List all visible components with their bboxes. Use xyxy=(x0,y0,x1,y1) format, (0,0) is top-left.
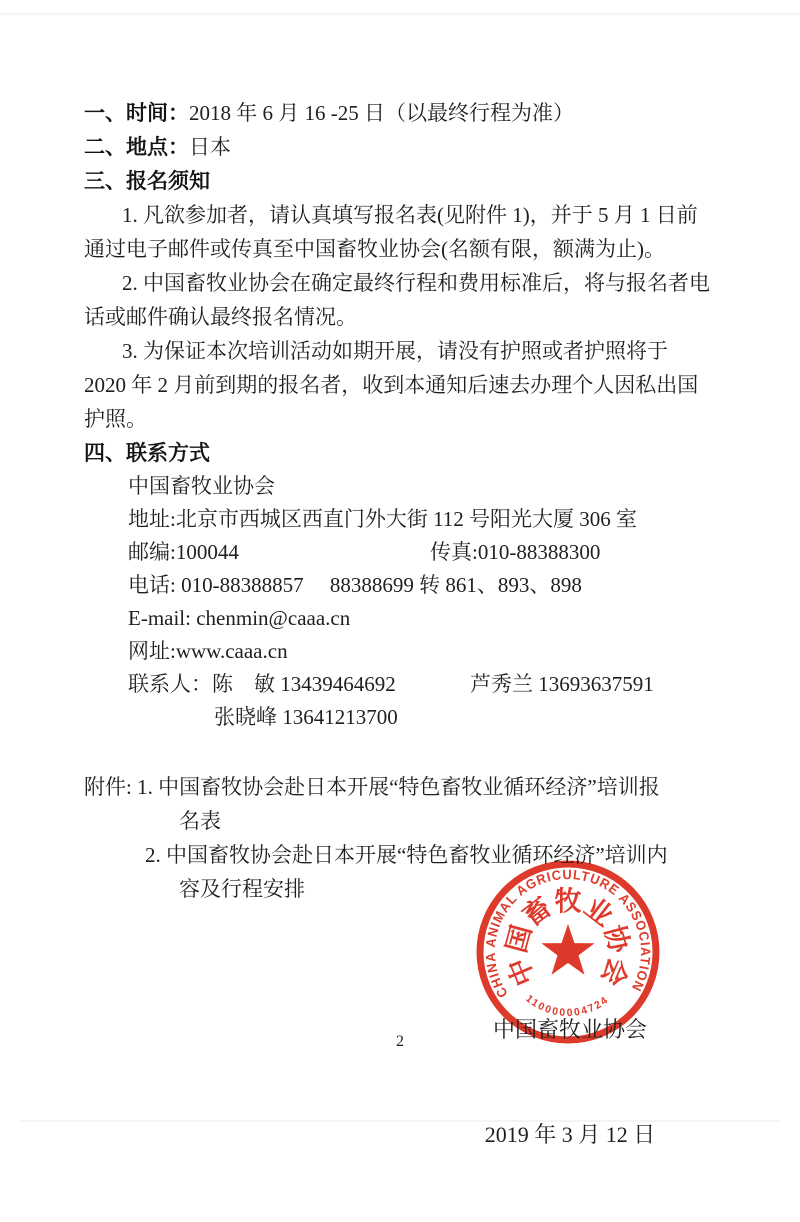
contact-postcode-fax xyxy=(128,536,764,569)
seal-serial-number: 110000004724 xyxy=(523,992,612,1020)
contact-persons-line2 xyxy=(128,701,764,734)
notice-heading: 三、报名须知 xyxy=(84,170,210,193)
contact-email: E-mail: chenmin@caaa.cn xyxy=(128,606,351,630)
seal-char: 协 xyxy=(598,922,635,956)
contact-person3: 张晓峰 13641213700 xyxy=(214,705,398,729)
contact-address: 地址:北京市西城区西直门外大街 112 号阳光大厦 306 室 xyxy=(128,507,638,531)
attachment1-line2: 名表 xyxy=(179,809,221,833)
notice-item1-line2: 通过电子邮件或传真至中国畜牧业协会(名额有限，额满为止)。 xyxy=(84,237,665,261)
attachment2-line1: 2. 中国畜牧协会赴日本开展“特色畜牧业循环经济”培训内 xyxy=(145,843,668,867)
seal-char: 中 xyxy=(502,953,541,991)
time-label: 一、时间： xyxy=(84,102,189,125)
body-text xyxy=(84,96,764,906)
line-time xyxy=(84,96,764,130)
contact-phone: 电话: 010-88388857 88388699 转 861、893、898 xyxy=(128,573,582,597)
contact-website: 网址:www.caaa.cn xyxy=(128,639,288,663)
signature-org: 中国畜牧业协会 xyxy=(492,1017,647,1042)
attachment2-line2: 容及行程安排 xyxy=(179,877,305,901)
notice-item2-line1: 2. 中国畜牧业协会在确定最终行程和费用标准后，将与报名者电 xyxy=(122,271,710,295)
contact-postcode: 邮编:100044 xyxy=(128,540,239,564)
seal-char: 业 xyxy=(578,891,619,933)
contact-org: 中国畜牧业协会 xyxy=(128,474,275,498)
place-label: 二、地点： xyxy=(84,136,189,159)
contact-heading: 四、联系方式 xyxy=(84,442,210,465)
seal-english-text: CHINA ANIMAL AGRICULTURE ASSOCIATION xyxy=(482,866,654,1001)
notice-item1-line1: 1. 凡欲参加者，请认真填写报名表(见附件 1)，并于 5 月 1 日前 xyxy=(122,203,698,227)
seal-char: 会 xyxy=(595,953,634,991)
notice-item3-line3: 护照。 xyxy=(84,407,147,431)
signature-block xyxy=(430,942,710,1222)
contact-persons-line1 xyxy=(128,668,764,701)
page-number: 2 xyxy=(396,1033,404,1050)
attachment1-line1: 附件: 1. 中国畜牧协会赴日本开展“特色畜牧业循环经济”培训报 xyxy=(84,775,660,799)
line-place xyxy=(84,130,764,164)
signature-date: 2019 年 3 月 12 日 xyxy=(484,1122,656,1147)
notice-item3-line2: 2020 年 2 月前到期的报名者，收到本通知后速去办理个人因私出国 xyxy=(84,373,699,397)
notice-item3-line1: 3. 为保证本次培训活动如期开展，请没有护照或者护照将于 xyxy=(122,339,668,363)
seal-char: 国 xyxy=(501,922,538,956)
time-value: 2018 年 6 月 16 -25 日（以最终行程为准） xyxy=(189,101,574,125)
contact-person2: 芦秀兰 13693637591 xyxy=(470,672,654,696)
scan-artifact-top xyxy=(0,13,800,15)
seal-char: 牧 xyxy=(554,886,582,917)
notice-item2-line2: 话或邮件确认最终报名情况。 xyxy=(84,305,357,329)
place-value: 日本 xyxy=(189,135,231,159)
contact-person1: 联系人：陈 敏 13439464692 xyxy=(128,672,396,696)
seal-char: 畜 xyxy=(517,891,558,933)
contact-fax: 传真:010-88388300 xyxy=(430,540,601,564)
